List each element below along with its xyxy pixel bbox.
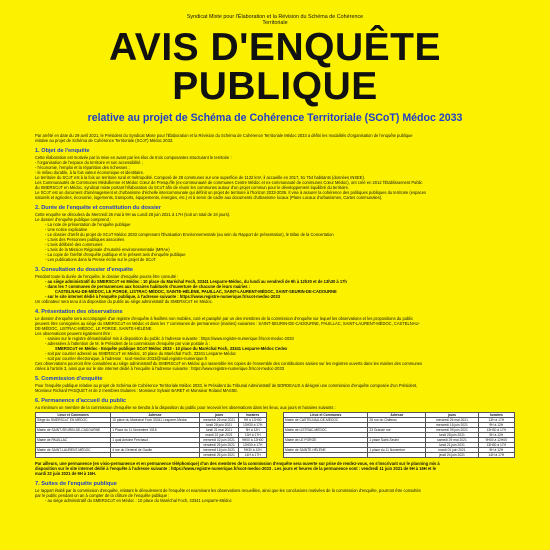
permanence-table-left [35, 412, 267, 458]
table-header: horaires [478, 413, 514, 418]
list-item: - soit par courrier adressé au SMERSCoT en Médoc, 10 place du Maréchal Foch, 33341 Lesparre-Médoc [45, 351, 237, 357]
table-cell: Mairie de SAINT-LAURENT-MÉDOC [36, 448, 111, 453]
body-line: - l'organisation de l'espace du territoire et son accessibilité ; [35, 160, 143, 166]
table-cell: lundi 21 juin 2021 [426, 443, 478, 448]
table-cell: lundi 31 mai 2021 [199, 428, 239, 433]
table-cell: 13H30 à 17H [478, 443, 514, 448]
body-line: Cette enquête se déroulera du Mercredi 26 mai à 9H au Lundi 28 juin 2021 à 17H (soit un total de 34 jours). [35, 212, 231, 218]
body-line: par le public pendant un an à compter de la clôture de l'enquête publique : [35, 493, 170, 499]
table-cell: 14H à 17H [478, 453, 514, 458]
list-item: - au siège administratif du SMERSCoT en Médoc : 10 place du Maréchal Foch, 33341 Lesparre-Médoc [45, 498, 232, 504]
table-header: Adresse [111, 413, 199, 418]
table-cell: Siège du SMERSCoT EN MÉDOC [36, 418, 111, 423]
body-line: - le milieu durable, à la fois valeur économique et identitaire. [35, 170, 144, 176]
table-cell [36, 453, 111, 458]
body-line: Le dossier d'enquête publique comprend : [35, 217, 112, 223]
title-line-1: AVIS D'ENQUÊTE [109, 26, 441, 70]
intro-line: Par arrêté en date du 29 avril 2021, le Président du Syndicat Mixte pour l'Élaboration et la Révision du Schéma de Cohérence Territoriale Médoc 2033 a défini les modalités d'organisation de l'enquête publique [35, 133, 413, 139]
list-item: - L'avis des Personnes publiques associées [45, 237, 125, 243]
table-row [36, 418, 267, 423]
list-item: - Le dossier d'arrêt du projet de SCoT Médoc 2033 comprenant l'Évaluation Environnementale (au sein du Rapport de présentation), le Bilan de la Concertation [45, 232, 334, 238]
table-cell: mardi 01 juin 2021 [426, 448, 478, 453]
body-line: Pour l'enquête publique relative au projet de Schéma de Cohérence Territoriale Médoc 2033, le Président du Tribunal Administratif de BORDEAUX a désigné une commission d'enquête composée d'un Président, [35, 383, 418, 389]
email-link[interactable]: - soit par courrier électronique, à l'adresse : scot-medoc-2033@mail.registre-numerique.fr [45, 356, 208, 362]
table-cell: 13H à 17H [239, 433, 267, 438]
postal-address: SMERSCoT en Médoc - Enquête publique SCoT Médoc 2033 - 10 place du Maréchal Foch, 33341 Lesparre-Médoc Cedex [55, 346, 288, 352]
list-item: - dans les 7 communes de permanences aux horaires habituels d'ouverture de chacune de leurs mairies : [45, 284, 251, 290]
section-heading: 4. Présentation des observations [35, 309, 123, 316]
body-line: Cette élaboration est motivée par la mise en avant par les élus de trois composantes structurant le territoire : [35, 155, 232, 161]
body-line: DE-MÉDOC, LISTRAC-MÉDOC, LE PORGE, SAINTE-HÉLÈNE. [35, 326, 153, 332]
table-header: Adresse [368, 413, 426, 418]
table-cell: Mairie de LE PORGE [284, 438, 368, 443]
section-heading: 1. Objet de l'enquête [35, 148, 90, 155]
list-item: - La copie de l'arrêté d'enquête publique et le présent avis d'enquête publique [45, 252, 186, 258]
table-cell: 1 quai Antoine Ferchaud [111, 438, 199, 443]
table-cell: mercredi 16 juin 2021 [426, 423, 478, 428]
table-cell: 9H00 à 12H00 [239, 438, 267, 443]
body-line: Le territoire du SCoT est à la fois un territoire rural et métropolité. Composé de 28 communes sur une superficie de 1132 km², il accueille en 2017, 51 754 habitants (données INSEE). [35, 175, 366, 181]
section-heading: 3. Consultation du dossier d'enquête [35, 267, 133, 274]
table-header: Lieux et Communes [36, 413, 111, 418]
list-item: - adressées à l'attention de M. le Président de la commission d'enquête par voie postale à : [45, 341, 210, 347]
table-cell: 9H à 12H00 [239, 418, 267, 423]
list-item: - Les publications dans la Presse écrite sur le projet de SCoT [45, 257, 157, 263]
section-heading: 5. Commission d'enquête [35, 376, 103, 383]
table-cell [111, 453, 199, 458]
table-cell: 26 rue du Château [368, 418, 426, 423]
table-cell: 9H à 12H [478, 423, 514, 428]
body-line: peuvent être consignées au siège du SMERSCoT en Médoc et dans les 7 communes de permanence (mairies) suivantes : SAINT-SEURIN-DE-CADOURNE, PAUILLAC, SAINT-LAURENT-MÉDOC, CASTELNAU- [35, 321, 420, 327]
table-cell: Mairie de SAINT-SEURIN-DE-CADOURNE [36, 428, 111, 433]
website-link[interactable]: - sur le site internet dédié à l'enquête publique, à l'adresse suivante : https://www.registre-numerique.fr/scot-medoc-2033 [45, 294, 280, 300]
table-cell: jeudi 24 juin 2021 [426, 453, 478, 458]
table-cell: 10 place du Maréchal Foch 33341 Lesparre-Médoc [111, 418, 199, 423]
commune-list: CASTELNAU-DE-MÉDOC, LE PORGE, LISTRAC-MÉDOC, SAINTE-HÉLÈNE, PAUILLAC, SAINT-LAURENT-MÉDOC, SAINT-SEURIN-DE-CADOURNE [55, 289, 337, 295]
body-line: Le dossier d'enquête sera accompagné d'un registre d'enquête à feuillets non mobiles, coté et paraphé par un des membres de la commission d'enquête sur lequel les observations et les propositions du public [35, 316, 414, 322]
table-cell: mardi 22 juin 2021 [199, 433, 239, 438]
table-cell: 13H à 17H [478, 418, 514, 423]
table-cell: Mairie de CASTELNAU-DE-MÉDOC [284, 418, 368, 423]
table-cell: 13H30 à 17H [239, 443, 267, 448]
table-header: jours [199, 413, 239, 418]
poster-content [35, 8, 515, 503]
body-line: Les observations peuvent également être : [35, 331, 113, 337]
body-line: Les Communautés de Communes Médullienne et Médoc Cœur de Presqu'île (ex-communauté de communes Centre Médoc et ex-communauté de communes Cœur Médoc), ont créé en 2012 l'Établissement Public [35, 180, 423, 186]
subtitle: relative au projet de Schéma de Cohérence Territoriale (SCoT) Médoc 2033 [87, 112, 463, 125]
table-cell: mercredi 16 juin 2021 [199, 448, 239, 453]
table-row [36, 448, 267, 453]
table-cell: mercredi 02 juin 2021 [199, 438, 239, 443]
section-heading: 2. Durée de l'enquête et constitution du dossier [35, 205, 161, 212]
body-line: du SMERSCoT en Médoc, syndicat mixte portant l'élaboration du SCoT afin de réunir les communes autour d'un projet commun pour le développement équilibré du territoire. [35, 185, 350, 191]
table-cell: 1 Place du 11 Novembre 1918 [111, 428, 199, 433]
list-item: - au siège administratif du SMERSCoT en Médoc : 10 place du Maréchal Foch, 33341 Lesparre-Médoc, du lundi au vendredi de 9h à 12h30 et de 13h30 à 17h [45, 279, 347, 285]
table-cell: 9H à 12H [478, 448, 514, 453]
table-cell: Mairie de SAINTE-HÉLÈNE [284, 448, 368, 453]
organisation-line: Territoriale [262, 20, 288, 27]
body-line: Monsieur Richard PASQUET et de 2 membres titulaires : Monsieur Sylvain BARET et Monsieur Roland MASSE. [35, 388, 239, 394]
table-cell: 1 place Saint-Seurin [368, 438, 426, 443]
table-cell: mercredi 09 juin 2021 [426, 428, 478, 433]
table-cell: 9H00 à 12H00 [478, 438, 514, 443]
section-heading: 7. Suites de l'enquête publique [35, 481, 117, 488]
section-heading: 6. Permanence d'accueil du public [35, 398, 127, 405]
table-header: horaires [239, 413, 267, 418]
table-header: jours [426, 413, 478, 418]
title-line-2: PUBLIQUE [172, 65, 378, 109]
body-line: naturels et agricoles, économie, logements, transports, équipements, énergies, etc.) et à servir de cadre aux documents d'urbanisme locaux (Plans Locaux d'urbanismes, Cartes communales). [35, 195, 383, 201]
table-row [36, 428, 267, 433]
body-line: citées à l'article 3, ainsi que sur le site internet dédié à l'enquête à l'adresse suivante : https://www.registre-numerique.fr/scot-medoc-2033 [35, 366, 285, 372]
organisation-line: Syndicat Mixte pour l'Élaboration et la Révision du Schéma de Cohérence [186, 14, 364, 20]
table-cell: 9H à 12H [478, 433, 514, 438]
table-cell: mercredi 26 mai 2021 [426, 418, 478, 423]
body-line: Ces observations pourront être consultées au siège administratif du SMERSCoT en Médoc qui rassemble les copies de l'ensemble des contributions saisies sur les registres ouverts dans les mairies des communes [35, 361, 423, 367]
table-cell: vendredi 25 juin 2021 [199, 443, 239, 448]
intro-paragraph [35, 133, 515, 143]
body-line: Le SCoT est un document d'aménagement et d'urbanisme d'échelle intercommunale qui définit un projet de territoire à l'horizon 2033-2036. Il vise à assurer la cohérence des politiques publiques du territoire (espaces [35, 190, 427, 196]
table-cell: samedi 29 mai 2021 [426, 438, 478, 443]
body-line: - l'économie, l'emploi et la répartition des richesses ; [35, 165, 130, 171]
list-item: - L'avis délibéré des communes [45, 242, 103, 248]
table-cell: 9H à 12H [239, 428, 267, 433]
body-line: disposition sur le site internet dédié à l'enquête à l'adresse suivante : https://www.registre-numerique.fr/scot-medoc-2033 . Les jours et heures de la permanence sont : vendredi 11 juin 2021 de 9H à 16H et le [35, 466, 437, 472]
body-line: mardi 22 juin 2021 de 9H à 16H. [35, 471, 96, 477]
list-item: - saisies sur le registre dématérialisé mis à disposition du public à l'adresse suivante : https://www.registre-numerique.fr/scot-medoc-2033 [45, 336, 294, 342]
table-cell: lundi 28 juin 2021 [199, 423, 239, 428]
body-line: Un ordinateur sera tenu à la disposition du public au siège administratif du SMERSCoT en Médoc. [35, 299, 213, 305]
body-line: Le rapport établi par la commission d'enquête, relatant le déroulement de l'enquête et examinant les observations recueillies, ainsi que les conclusions motivées de la commission d'enquête, pourront être consultés [35, 488, 421, 494]
body-line: Par ailleurs, une permanence (en visio-permanence et en permanence téléphonique) d'un des membres de la commission d'enquête sera ouverte sur prise de rendez-vous, en s'inscrivant sur le planning mis à [35, 461, 440, 467]
table-cell: 13H30 à 17H [239, 423, 267, 428]
table-cell: mercredi 26 mai 2021 [199, 418, 239, 423]
list-item: - Une notice explicative [45, 227, 88, 233]
table-cell [284, 453, 368, 458]
table-cell: 9H30 à 12H [239, 448, 267, 453]
organisation-name [35, 14, 515, 26]
table-cell: 13H30 à 17H [478, 428, 514, 433]
table-cell: Mairie de LISTRAC-MÉDOC [284, 428, 368, 433]
table-cell: vendredi 25 juin 2021 [199, 453, 239, 458]
table-row [284, 453, 515, 458]
permanence-tables [35, 410, 515, 458]
table-cell: 14H à 17H [239, 453, 267, 458]
table-header: Lieux et Communes [284, 413, 368, 418]
table-row [36, 453, 267, 458]
table-cell: 4 rue du Général de Gaulle [111, 448, 199, 453]
table-cell: 23 Grande rue [368, 428, 426, 433]
permanence-table-right [283, 412, 515, 458]
table-cell [368, 453, 426, 458]
body-line: Au minimum un membre de la commission d'enquête se tiendra à la disposition du public pour recevoir les observations dans les lieux, aux jours et horaires suivants : [35, 405, 336, 411]
body-line: Pendant toute la durée de l'enquête, le dossier d'enquête pourra être consulté : [35, 274, 179, 280]
list-item: - La note de présentation de l'enquête publique [45, 222, 131, 228]
intro-line: relative au projet de Schéma de Cohérence Territoriale (SCoT) Médoc 2033. [35, 138, 174, 144]
table-cell: 1 place du 11 Novembre [368, 448, 426, 453]
list-item: - L'avis de la Mission Régionale d'Autorité environnementale (MRAe) [45, 247, 170, 253]
table-cell: lundi 28 juin 2021 [426, 433, 478, 438]
table-cell: Mairie de PAUILLAC [36, 438, 111, 443]
